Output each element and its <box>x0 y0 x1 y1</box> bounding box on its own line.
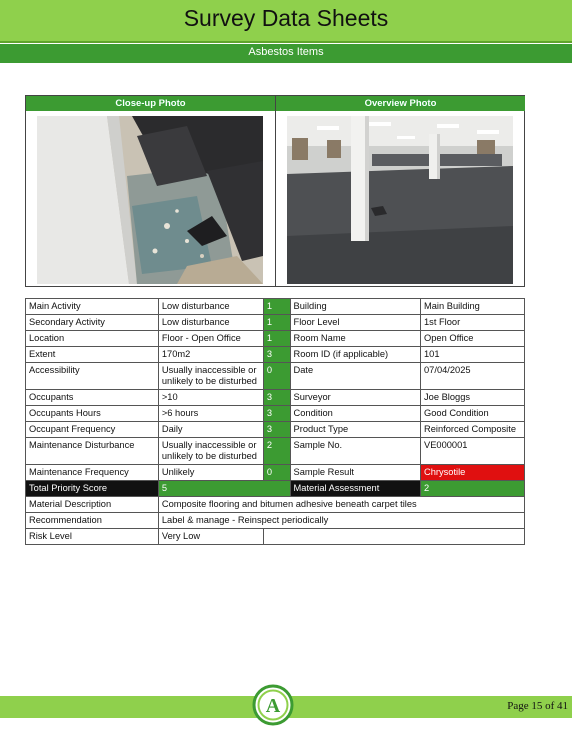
company-logo <box>252 684 294 726</box>
row-label: Occupants Hours <box>26 406 159 422</box>
row-label: Room ID (if applicable) <box>290 347 420 363</box>
row-value: Low disturbance <box>158 315 263 331</box>
row-label: Floor Level <box>290 315 420 331</box>
row-label: Occupants <box>26 390 159 406</box>
row-value: Usually inaccessible or unlikely to be disturbed <box>158 438 263 465</box>
closeup-photo <box>37 116 263 284</box>
material-assessment-value: 2 <box>421 481 525 497</box>
row-label: Date <box>290 363 420 390</box>
row-value: 1st Floor <box>421 315 525 331</box>
row-value: Joe Bloggs <box>421 390 525 406</box>
row-value: Reinforced Composite <box>421 422 525 438</box>
material-description-value: Composite flooring and bitumen adhesive beneath carpet tiles <box>158 497 524 513</box>
empty-cell <box>263 529 524 545</box>
table-row <box>26 347 525 363</box>
closeup-photo-header: Close-up Photo <box>26 96 275 111</box>
row-label: Main Activity <box>26 299 159 315</box>
survey-data-table <box>25 298 525 545</box>
row-value: Daily <box>158 422 263 438</box>
row-score: 1 <box>263 299 290 315</box>
total-priority-label: Total Priority Score <box>26 481 159 497</box>
sample-result-value: Chrysotile <box>421 465 525 481</box>
table-row <box>26 422 525 438</box>
table-row <box>26 299 525 315</box>
row-value: VE000001 <box>421 438 525 465</box>
row-label: Secondary Activity <box>26 315 159 331</box>
row-value: Usually inaccessible or unlikely to be disturbed <box>158 363 263 390</box>
row-score: 3 <box>263 406 290 422</box>
row-label: Maintenance Frequency <box>26 465 159 481</box>
recommendation-value: Label & manage - Reinspect periodically <box>158 513 524 529</box>
row-label: Condition <box>290 406 420 422</box>
overview-photo <box>287 116 513 284</box>
row-value: Floor - Open Office <box>158 331 263 347</box>
row-value: Good Condition <box>421 406 525 422</box>
row-score: 0 <box>263 363 290 390</box>
row-label: Maintenance Disturbance <box>26 438 159 465</box>
row-label: Accessibility <box>26 363 159 390</box>
recommendation-label: Recommendation <box>26 513 159 529</box>
row-label: Product Type <box>290 422 420 438</box>
section-subtitle: Asbestos Items <box>248 46 324 58</box>
row-score: 1 <box>263 315 290 331</box>
row-score: 3 <box>263 347 290 363</box>
photos-panel <box>25 95 525 287</box>
page-title: Survey Data Sheets <box>183 5 389 31</box>
overview-photo-header: Overview Photo <box>276 96 525 111</box>
row-value: >10 <box>158 390 263 406</box>
table-row <box>26 331 525 347</box>
row-label: Sample Result <box>290 465 420 481</box>
risk-level-value: Very Low <box>158 529 263 545</box>
row-label: Sample No. <box>290 438 420 465</box>
table-row <box>26 465 525 481</box>
row-value: Unlikely <box>158 465 263 481</box>
overview-photo-column <box>276 96 525 286</box>
row-label: Surveyor <box>290 390 420 406</box>
row-score: 3 <box>263 422 290 438</box>
table-row <box>26 497 525 513</box>
row-value: Open Office <box>421 331 525 347</box>
closeup-photo-column <box>26 96 276 286</box>
closeup-photo-image <box>37 116 263 284</box>
table-row <box>26 390 525 406</box>
row-value: Main Building <box>421 299 525 315</box>
subtitle-bar <box>0 44 572 63</box>
row-label: Building <box>290 299 420 315</box>
row-label: Room Name <box>290 331 420 347</box>
title-bar <box>0 0 572 43</box>
row-value: Low disturbance <box>158 299 263 315</box>
row-value: 170m2 <box>158 347 263 363</box>
row-label: Location <box>26 331 159 347</box>
table-row <box>26 438 525 465</box>
table-row <box>26 513 525 529</box>
total-priority-value: 5 <box>158 481 290 497</box>
page-number: Page 15 of 41 <box>507 700 568 712</box>
table-row <box>26 363 525 390</box>
logo-letter: A <box>265 695 281 717</box>
material-assessment-label: Material Assessment <box>290 481 420 497</box>
row-score: 1 <box>263 331 290 347</box>
row-label: Occupant Frequency <box>26 422 159 438</box>
table-row <box>26 481 525 497</box>
table-row <box>26 406 525 422</box>
overview-photo-image <box>287 116 513 284</box>
row-score: 3 <box>263 390 290 406</box>
table-row <box>26 529 525 545</box>
row-value: 101 <box>421 347 525 363</box>
row-label: Extent <box>26 347 159 363</box>
row-value: >6 hours <box>158 406 263 422</box>
material-description-label: Material Description <box>26 497 159 513</box>
row-value: 07/04/2025 <box>421 363 525 390</box>
table-row <box>26 315 525 331</box>
risk-level-label: Risk Level <box>26 529 159 545</box>
row-score: 0 <box>263 465 290 481</box>
row-score: 2 <box>263 438 290 465</box>
